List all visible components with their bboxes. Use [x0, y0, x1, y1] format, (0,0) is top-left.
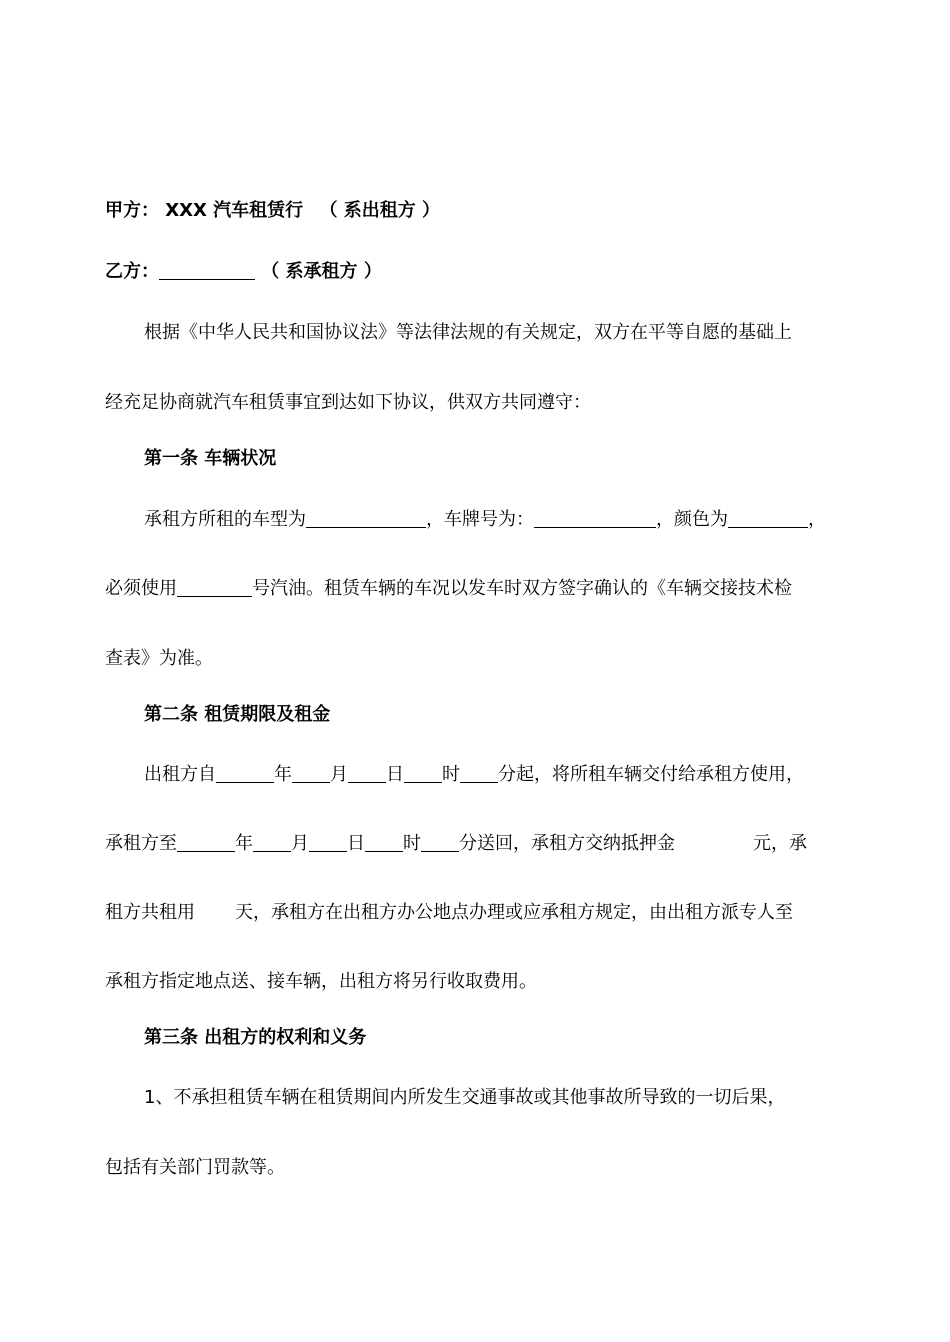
start-hour-blank [404, 764, 442, 783]
article-1-line-3: 查表》为准。 [105, 648, 213, 669]
party-a-label: 甲方： [105, 200, 159, 221]
text-segment: 分起，将所租车辆交付给承租方使用， [498, 764, 804, 785]
start-month-blank [292, 764, 330, 783]
text-segment: 元，承 [753, 833, 807, 854]
return-day-blank [309, 833, 347, 852]
plate-number-blank [534, 509, 656, 528]
article-2-line-2 [105, 832, 807, 856]
text-segment: 年 [235, 833, 253, 854]
car-model-blank [306, 509, 426, 528]
text-segment: ，颜色为 [656, 509, 728, 530]
party-a-line [105, 199, 440, 223]
article-2-title: 第二条 租赁期限及租金 [144, 704, 331, 725]
start-year-blank [216, 764, 274, 783]
text-segment: 必须使用 [105, 578, 177, 599]
article-3-item-1-line-2: 包括有关部门罚款等。 [105, 1157, 285, 1178]
article-1-title: 第一条 车辆状况 [144, 448, 277, 469]
text-segment: 承租方至 [105, 833, 177, 854]
text-segment: ，车牌号为： [426, 509, 534, 530]
return-year-blank [177, 833, 235, 852]
start-minute-blank [460, 764, 498, 783]
article-2-line-3 [105, 901, 793, 925]
text-segment: 承租方所租的车型为 [144, 509, 306, 530]
text-segment: 月 [291, 833, 309, 854]
return-minute-blank [421, 833, 459, 852]
text-segment: 时 [403, 833, 421, 854]
text-segment: 月 [330, 764, 348, 785]
article-1-line-1 [144, 508, 826, 532]
fuel-grade-blank [177, 578, 252, 597]
text-segment: 日 [386, 764, 404, 785]
color-blank [728, 509, 808, 528]
article-2-line-1 [144, 763, 804, 787]
article-1-line-2 [105, 577, 792, 601]
intro-line-2: 经充足协商就汽车租赁事宜到达如下协议，供双方共同遵守： [105, 392, 591, 413]
start-day-blank [348, 764, 386, 783]
article-3-title: 第三条 出租方的权利和义务 [144, 1027, 367, 1048]
text-segment: 时 [442, 764, 460, 785]
text-segment: 号汽油。租赁车辆的车况以发车时双方签字确认的《车辆交接技术检 [252, 578, 792, 599]
article-3-item-1-line-1: 1、不承担租赁车辆在租赁期间内所发生交通事故或其他事故所导致的一切后果， [144, 1087, 786, 1108]
article-2-line-4: 承租方指定地点送、接车辆，出租方将另行收取费用。 [105, 971, 537, 992]
intro-line-1: 根据《中华人民共和国协议法》等法律法规的有关规定，双方在平等自愿的基础上 [144, 322, 792, 343]
party-b-line [105, 260, 382, 284]
return-hour-blank [365, 833, 403, 852]
party-a-name: XXX 汽车租赁行 [165, 200, 304, 221]
text-segment: 租方共租用 [105, 902, 195, 923]
text-segment: 出租方自 [144, 764, 216, 785]
party-a-role: （ 系出租方 ） [319, 200, 441, 221]
text-segment: ， [808, 509, 826, 530]
text-segment: 日 [347, 833, 365, 854]
text-segment: 年 [274, 764, 292, 785]
text-segment: 天，承租方在出租方办公地点办理或应承租方规定，由出租方派专人至 [235, 902, 793, 923]
return-month-blank [253, 833, 291, 852]
party-b-label: 乙方： [105, 261, 159, 282]
text-segment: 分送回，承租方交纳抵押金 [459, 833, 675, 854]
party-b-name-blank [159, 261, 255, 280]
party-b-role: （ 系承租方 ） [261, 261, 382, 282]
